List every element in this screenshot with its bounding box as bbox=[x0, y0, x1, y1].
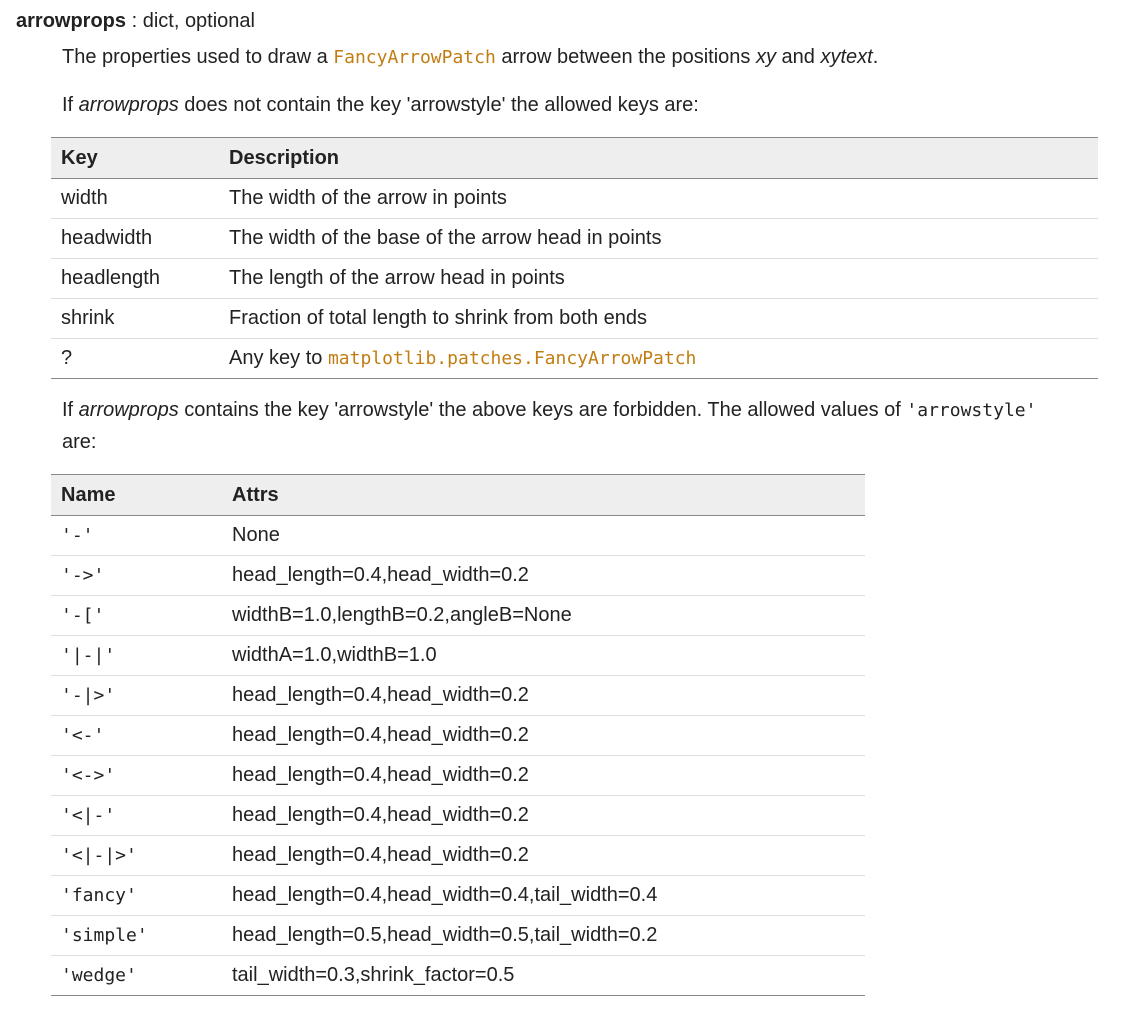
attrs-cell: head_length=0.4,head_width=0.2 bbox=[222, 756, 865, 796]
table-row bbox=[51, 219, 1098, 259]
table-header-row bbox=[51, 138, 1098, 179]
name-cell: '<->' bbox=[51, 756, 222, 796]
table-row bbox=[51, 259, 1098, 299]
key-cell: headlength bbox=[51, 259, 219, 299]
name-cell: '-' bbox=[51, 516, 222, 556]
name-cell: 'wedge' bbox=[51, 956, 222, 996]
table-row bbox=[51, 516, 865, 556]
name-cell: 'fancy' bbox=[51, 876, 222, 916]
table-row bbox=[51, 716, 865, 756]
attrs-cell: head_length=0.4,head_width=0.2 bbox=[222, 836, 865, 876]
styles-intro-continuation: are: bbox=[62, 431, 97, 453]
attrs-cell: widthB=1.0,lengthB=0.2,angleB=None bbox=[222, 596, 865, 636]
table-row bbox=[51, 956, 865, 996]
table-row bbox=[51, 339, 1098, 379]
fancyarrowpatch-link[interactable]: FancyArrowPatch bbox=[333, 47, 496, 68]
table-row bbox=[51, 796, 865, 836]
key-cell: width bbox=[51, 179, 219, 219]
name-cell: '|-|' bbox=[51, 636, 222, 676]
name-cell: '-[' bbox=[51, 596, 222, 636]
keys-intro-paragraph: If arrowprops does not contain the key 'arrowstyle' the allowed keys are: bbox=[62, 94, 699, 116]
name-cell: '->' bbox=[51, 556, 222, 596]
attrs-cell: head_length=0.4,head_width=0.2 bbox=[222, 676, 865, 716]
parameter-type: : dict, optional bbox=[126, 10, 255, 32]
key-cell: shrink bbox=[51, 299, 219, 339]
name-cell: '<-' bbox=[51, 716, 222, 756]
key-cell: ? bbox=[51, 339, 219, 379]
table-row bbox=[51, 676, 865, 716]
name-cell: '<|-|>' bbox=[51, 836, 222, 876]
column-header-key: Key bbox=[51, 138, 219, 179]
attrs-cell: None bbox=[222, 516, 865, 556]
column-header-name: Name bbox=[51, 475, 222, 516]
description-cell: Any key to matplotlib.patches.FancyArrowPatch bbox=[219, 339, 1098, 379]
description-cell: The width of the base of the arrow head in points bbox=[219, 219, 1098, 259]
name-cell: 'simple' bbox=[51, 916, 222, 956]
table-row bbox=[51, 556, 865, 596]
keys-table bbox=[51, 137, 1098, 379]
table-row bbox=[51, 876, 865, 916]
parameter-signature bbox=[16, 8, 255, 34]
name-cell: '<|-' bbox=[51, 796, 222, 836]
table-row bbox=[51, 179, 1098, 219]
intro-paragraph: The properties used to draw a FancyArrowPatch arrow between the positions xy and xytext. bbox=[62, 46, 879, 68]
attrs-cell: head_length=0.4,head_width=0.2 bbox=[222, 716, 865, 756]
table-row bbox=[51, 596, 865, 636]
arrowstyle-table bbox=[51, 474, 865, 996]
table-row bbox=[51, 636, 865, 676]
parameter-name: arrowprops bbox=[16, 10, 127, 32]
attrs-cell: head_length=0.5,head_width=0.5,tail_width=0.2 bbox=[222, 916, 865, 956]
table-row bbox=[51, 916, 865, 956]
styles-intro-paragraph: If arrowprops contains the key 'arrowstyle' the above keys are forbidden. The allowed values of 'arrowstyle' bbox=[62, 399, 1037, 421]
table-row bbox=[51, 756, 865, 796]
table-row bbox=[51, 836, 865, 876]
column-header-description: Description bbox=[219, 138, 1098, 179]
key-cell: headwidth bbox=[51, 219, 219, 259]
description-cell: Fraction of total length to shrink from both ends bbox=[219, 299, 1098, 339]
description-cell: The width of the arrow in points bbox=[219, 179, 1098, 219]
name-cell: '-|>' bbox=[51, 676, 222, 716]
table-header-row bbox=[51, 475, 865, 516]
attrs-cell: head_length=0.4,head_width=0.4,tail_width=0.4 bbox=[222, 876, 865, 916]
attrs-cell: head_length=0.4,head_width=0.2 bbox=[222, 796, 865, 836]
column-header-attrs: Attrs bbox=[222, 475, 865, 516]
attrs-cell: tail_width=0.3,shrink_factor=0.5 bbox=[222, 956, 865, 996]
attrs-cell: head_length=0.4,head_width=0.2 bbox=[222, 556, 865, 596]
description-cell: The length of the arrow head in points bbox=[219, 259, 1098, 299]
attrs-cell: widthA=1.0,widthB=1.0 bbox=[222, 636, 865, 676]
table-row bbox=[51, 299, 1098, 339]
fancyarrowpatch-full-link[interactable]: matplotlib.patches.FancyArrowPatch bbox=[327, 348, 697, 369]
arrowstyle-literal: 'arrowstyle' bbox=[906, 400, 1037, 421]
